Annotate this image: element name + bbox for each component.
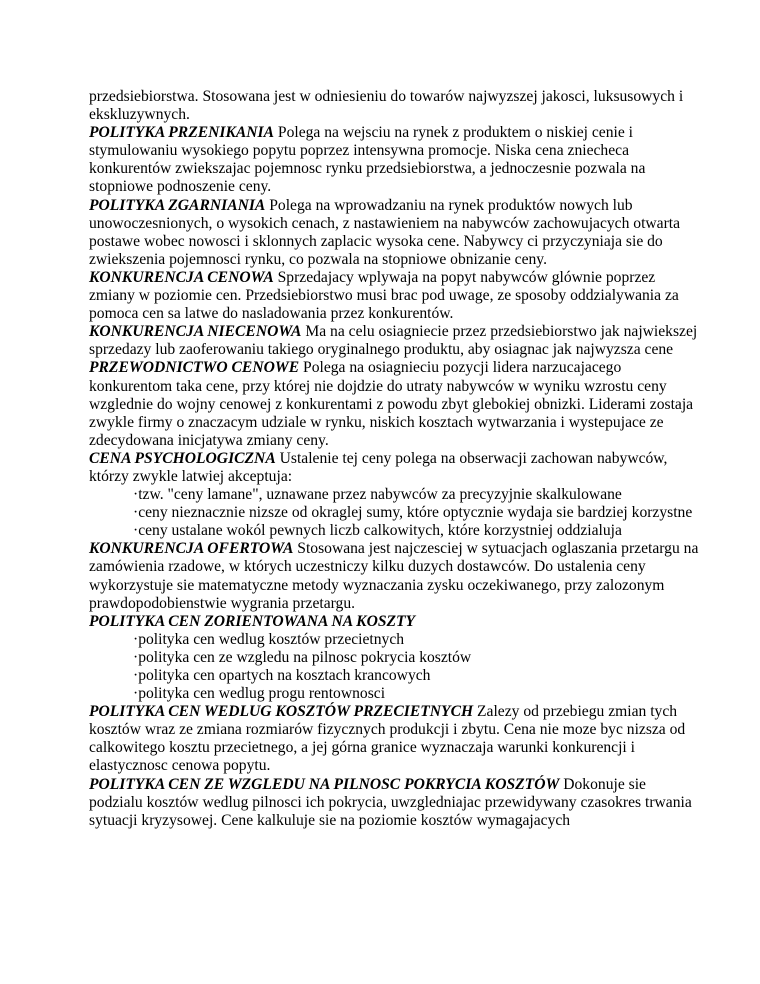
paragraph-text: Zalezy od przebiegu zmian tych kosztów wraz ze zmiana rozmiarów fizycznych produkcji i zbytu. Cena nie moze byc nizsza od calkowitego kosztu przecietnego, a jej górna granice wyznaczaja warunki konkurencji i elastycznosc cenowa popytu. [89, 703, 686, 775]
term-heading: PRZEWODNICTWO CENOWE [89, 359, 300, 377]
paragraph-koszty-przecietne [89, 703, 701, 775]
term-heading: POLITYKA ZGARNIANIA [89, 196, 266, 214]
paragraph-text: Stosowana jest najczesciej w sytuacjach oglaszania przetargu na zamówienia rzadowe, w których uczestniczy kilku duzych dostawców. Do ustalenia ceny wykorzystuje sie matematyczne metody wyznaczania zysku oczekiwanego, przy zalozonym prawdopodobienstwie wygrania przetargu. [89, 540, 699, 612]
paragraph-przewodnictwo-cenowe [89, 359, 701, 449]
term-heading: POLITYKA CEN ZORIENTOWANA NA KOSZTY [89, 612, 416, 630]
term-heading: KONKURENCJA OFERTOWA [89, 540, 294, 558]
paragraph-text: Polega na wprowadzaniu na rynek produktów nowych lub unowoczesnionych, o wysokich cenach, z nastawieniem na nabywców zachowujacych otwarta postawe wobec nowosci i sklonnych zaplacic wysoka cene. Nabywcy ci przyczyniaja sie do zwiekszenia pojemnosci rynku, co pozwala na stopniowe obnizanie ceny. [89, 196, 681, 268]
list-item: ·polityka cen wedlug progu rentownosci [133, 685, 386, 703]
term-heading: POLITYKA CEN WEDLUG KOSZTÓW PRZECIETNYCH [89, 703, 474, 721]
paragraph-text: Sprzedajacy wplywaja na popyt nabywców glównie poprzez zmiany w poziomie cen. Przedsiebiorstwo musi brac pod uwage, ze sposoby oddzialywania za pomoca cen sa latwe do nasladowania przez konkurentów. [89, 268, 679, 323]
list-item: ·ceny ustalane wokól pewnych liczb calkowitych, które korzystniej oddzialuja [133, 522, 622, 540]
term-heading: KONKURENCJA NIECENOWA [89, 323, 302, 341]
paragraph-polityka-cen-koszty [89, 613, 701, 631]
paragraph-text: Dokonuje sie podzialu kosztów wedlug pilnosci ich pokrycia, uwzgledniajac przewidywany czasokres trwania sytuacji kryzysowej. Cene kalkuluje sie na poziomie kosztów wymagajacych [89, 775, 692, 829]
term-heading: KONKURENCJA CENOWA [89, 268, 274, 286]
paragraph-pilnosc-pokrycia [89, 776, 701, 830]
list-item: ·ceny nieznacznie nizsze od okraglej sumy, które optycznie wydaja sie bardziej korzystne [133, 504, 693, 522]
paragraph-konkurencja-cenowa [89, 269, 701, 323]
list-item: ·polityka cen wedlug kosztów przecietnych [133, 630, 405, 648]
paragraph-text: Polega na osiagnieciu pozycji lidera narzucajacego konkurentom taka cene, przy której nie dojdzie do utraty nabywców w wyniku wzrostu ceny wzglednie do wojny cenowej z konkurentami z powodu zbyt glebokiej obnizki. Liderami zostaja zwykle firmy o znaczacym udziale w rynku, niskich kosztach wytwarzania i wystepujace ze zdecydowana inicjatywa zmiany ceny. [89, 359, 694, 449]
list-item: ·polityka cen opartych na kosztach krancowych [133, 667, 431, 684]
paragraph-text: Ustalenie tej ceny polega na obserwacji zachowan nabywców, którzy zwykle latwiej akceptuja: [89, 449, 668, 485]
document-page [89, 88, 701, 830]
list-item: ·polityka cen ze wzgledu na pilnosc pokrycia kosztów [133, 648, 472, 666]
term-heading: CENA PSYCHOLOGICZNA [89, 449, 276, 467]
paragraph-cena-psychologiczna [89, 450, 701, 486]
list-item: ·tzw. "ceny lamane", uznawane przez nabywców za precyzyjnie skalkulowane [133, 486, 622, 504]
paragraph-intro [89, 88, 701, 124]
term-heading: POLITYKA CEN ZE WZGLEDU NA PILNOSC POKRYCIA KOSZTÓW [89, 775, 560, 793]
paragraph-text: Polega na wejsciu na rynek z produktem o niskiej cenie i stymulowaniu wysokiego popytu poprzez intensywna promocje. Niska cena zniecheca konkurentów zwiekszajac pojemnosc rynku przedsiebiorstwa, a jednoczesnie pozwala na stopniowe podnoszenie ceny. [89, 124, 646, 196]
term-heading: POLITYKA PRZENIKANIA [89, 124, 274, 142]
paragraph-konkurencja-ofertowa [89, 540, 701, 612]
paragraph-polityka-przenikania [89, 124, 701, 196]
paragraph-konkurencja-niecenowa [89, 323, 701, 359]
paragraph-polityka-zgarniania [89, 197, 701, 269]
paragraph-text: Ma na celu osiagniecie przez przedsiebiorstwo jak najwiekszej sprzedazy lub zaoferowaniu takiego oryginalnego produktu, aby osiagnac jak najwyzsza cene [89, 323, 698, 359]
paragraph-text: przedsiebiorstwa. Stosowana jest w odniesieniu do towarów najwyzszej jakosci, luksusowych i ekskluzywnych. [89, 88, 684, 124]
